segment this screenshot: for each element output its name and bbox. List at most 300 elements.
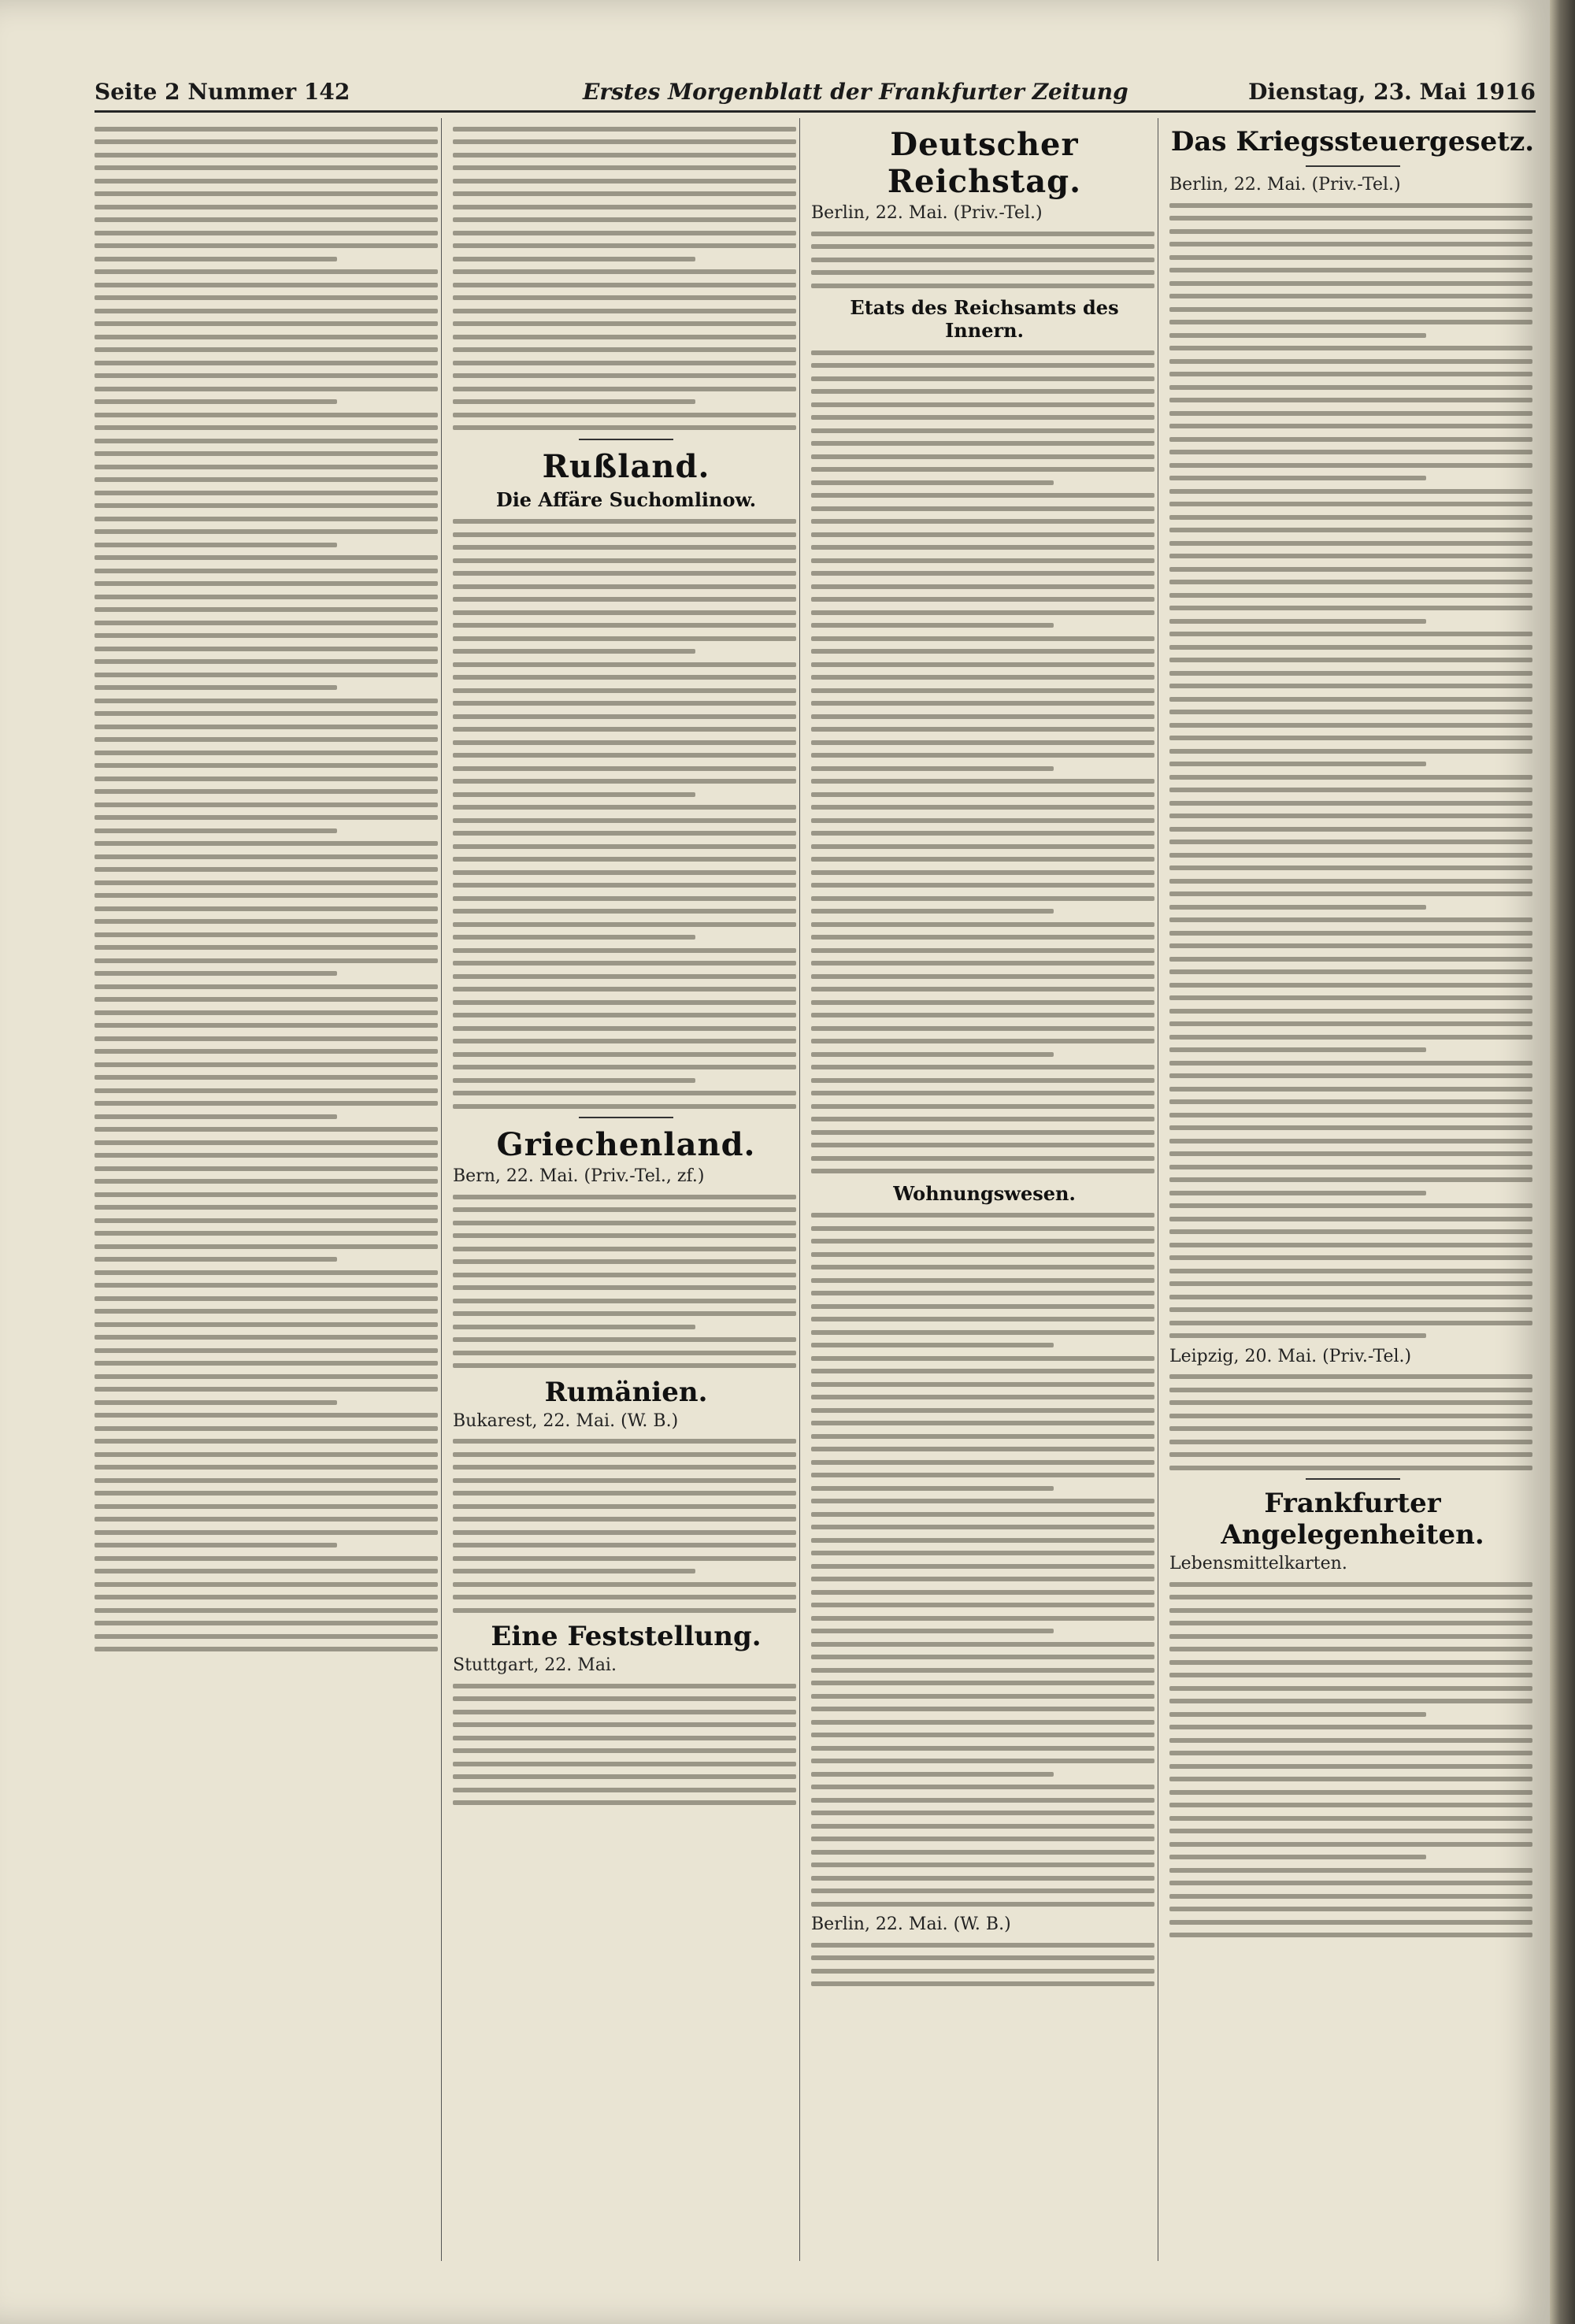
header-rule: [94, 110, 1536, 111]
text-line: [811, 415, 1154, 420]
byline-bukarest: Bukarest, 22. Mai. (W. B.): [453, 1410, 679, 1431]
text-line: [94, 347, 438, 352]
text-line: [453, 1337, 796, 1342]
text-line: [811, 389, 1154, 394]
text-line: [94, 1283, 438, 1288]
text-line: [1169, 593, 1532, 598]
text-line: [94, 1192, 438, 1197]
text-line: [1169, 1816, 1532, 1821]
column-4: [1169, 118, 1536, 2261]
text-line: [94, 685, 337, 690]
byline-stuttgart: Stuttgart, 22. Mai.: [453, 1655, 617, 1675]
text-line: [1169, 1699, 1532, 1703]
text-line: [811, 1876, 1154, 1881]
subheading-wohnungswesen: Wohnungswesen.: [893, 1181, 1076, 1205]
text-line: [94, 1036, 438, 1041]
text-line: [811, 922, 1154, 927]
text-line: [94, 919, 438, 924]
text-line: [1169, 1021, 1532, 1026]
byline-bern: Bern, 22. Mai. (Priv.-Tel., zf.): [453, 1166, 705, 1186]
text-line: [1169, 645, 1532, 650]
text-line: [453, 1684, 796, 1688]
text-line: [94, 1101, 438, 1106]
text-line: [453, 1065, 796, 1069]
text-line: [94, 309, 438, 313]
text-line: [1169, 1321, 1532, 1325]
text-line: [1169, 969, 1532, 974]
text-line: [453, 753, 796, 758]
text-line: [1169, 671, 1532, 676]
text-line: [811, 727, 1154, 732]
text-line: [453, 545, 796, 550]
text-line: [811, 1590, 1154, 1595]
text-line: [811, 1850, 1154, 1855]
text-line: [94, 621, 438, 625]
text-line: [1169, 255, 1532, 260]
text-line: [94, 1309, 438, 1314]
text-line: [811, 1564, 1154, 1569]
text-line: [1169, 1466, 1532, 1470]
text-line: [1169, 450, 1532, 454]
text-line: [94, 699, 438, 703]
col2-text-d: [453, 1439, 799, 1613]
text-line: [453, 688, 796, 693]
text-line: [453, 1013, 796, 1017]
text-line: [1169, 1073, 1532, 1078]
text-line: [94, 1062, 438, 1067]
text-line: [94, 387, 438, 391]
text-line: [94, 517, 438, 521]
text-line: [453, 1543, 796, 1547]
section-heading-rumaenien: Rumänien.: [544, 1376, 708, 1408]
text-line: [811, 974, 1154, 979]
text-line: [453, 217, 796, 222]
masthead-title: Erstes Morgenblatt der Frankfurter Zeitung: [583, 79, 1128, 105]
text-line: [94, 1335, 438, 1340]
text-line: [1169, 1165, 1532, 1169]
text-line: [811, 402, 1154, 407]
text-line: [94, 1413, 438, 1418]
text-line: [811, 1317, 1154, 1321]
text-line: [1169, 1673, 1532, 1677]
text-line: [94, 958, 438, 963]
text-line: [811, 1512, 1154, 1517]
text-line: [1169, 814, 1532, 818]
text-line: [811, 1577, 1154, 1581]
text-line: [1169, 1608, 1532, 1613]
text-line: [1169, 1595, 1532, 1599]
text-line: [94, 763, 438, 768]
text-line: [453, 1478, 796, 1483]
text-line: [94, 399, 337, 404]
text-line: [94, 231, 438, 235]
text-line: [1169, 398, 1532, 402]
text-line: [94, 243, 438, 248]
text-line: [1169, 788, 1532, 792]
section-heading-russland: Rußland.: [542, 447, 710, 485]
text-line: [811, 909, 1054, 914]
text-line: [1169, 749, 1532, 754]
text-line: [811, 1039, 1154, 1043]
text-line: [94, 1439, 438, 1444]
text-line: [453, 283, 796, 287]
text-line: [453, 413, 796, 417]
text-line: [1169, 1217, 1532, 1221]
text-line: [94, 971, 337, 976]
text-line: [811, 818, 1154, 823]
column-3: [811, 118, 1158, 2261]
text-line: [811, 1052, 1054, 1057]
text-line: [94, 1426, 438, 1431]
text-line: [811, 1091, 1154, 1095]
text-line: [453, 636, 796, 641]
text-line: [94, 1608, 438, 1613]
text-line: [453, 1247, 796, 1251]
text-line: [1169, 619, 1426, 624]
text-line: [811, 649, 1154, 654]
page-number: Seite 2 Nummer 142: [94, 79, 350, 105]
text-line: [94, 191, 438, 196]
text-line: [811, 935, 1154, 940]
text-line: [811, 701, 1154, 706]
text-line: [453, 191, 796, 196]
text-line: [811, 623, 1054, 628]
text-line: [811, 1811, 1154, 1815]
text-line: [811, 1746, 1154, 1751]
text-line: [1169, 1151, 1532, 1156]
text-line: [811, 1117, 1154, 1121]
text-line: [453, 1556, 796, 1561]
text-line: [94, 1647, 438, 1651]
text-line: [453, 153, 796, 158]
text-line: [811, 558, 1154, 563]
byline-berlin-closing: Berlin, 22. Mai. (W. B.): [811, 1914, 1011, 1934]
text-line: [94, 425, 438, 430]
text-line: [94, 127, 438, 132]
text-line: [811, 1616, 1154, 1621]
text-line: [811, 1943, 1154, 1948]
text-line: [453, 740, 796, 745]
text-line: [1169, 736, 1532, 740]
text-line: [453, 347, 796, 352]
text-line: [453, 714, 796, 719]
text-line: [811, 1707, 1154, 1711]
text-line: [94, 1595, 438, 1599]
text-line: [94, 1088, 438, 1093]
column-1-text: [94, 127, 441, 1652]
text-line: [1169, 1281, 1532, 1286]
text-line: [1169, 1842, 1532, 1847]
text-line: [453, 309, 796, 313]
text-line: [453, 1608, 796, 1613]
text-line: [1169, 1061, 1532, 1066]
text-line: [453, 1595, 796, 1599]
text-line: [94, 1387, 438, 1392]
text-line: [94, 1296, 438, 1301]
text-line: [453, 1722, 796, 1727]
text-line: [94, 647, 438, 651]
text-line: [811, 454, 1154, 459]
col3-text-c: [811, 1213, 1158, 1907]
text-line: [453, 1259, 796, 1264]
text-line: [811, 232, 1154, 236]
text-line: [811, 363, 1154, 368]
text-line: [453, 558, 796, 563]
text-line: [811, 1642, 1154, 1647]
text-line: [811, 987, 1154, 991]
text-line: [453, 610, 796, 615]
separator: [1306, 165, 1400, 167]
text-line: [1169, 1035, 1532, 1040]
text-line: [1169, 1907, 1532, 1911]
text-line: [1169, 1243, 1532, 1247]
text-line: [1169, 554, 1532, 558]
text-line: [453, 399, 695, 404]
text-line: [1169, 1738, 1532, 1743]
text-line: [453, 1504, 796, 1509]
text-line: [1169, 1374, 1532, 1379]
text-line: [811, 493, 1154, 498]
text-line: [1169, 385, 1532, 390]
text-line: [1169, 1452, 1532, 1457]
text-line: [811, 662, 1154, 667]
text-line: [1169, 268, 1532, 272]
text-line: [94, 439, 438, 443]
text-line: [811, 1486, 1054, 1491]
text-line: [453, 675, 796, 680]
text-line: [811, 1955, 1154, 1960]
text-line: [811, 1888, 1154, 1893]
text-line: [1169, 567, 1532, 572]
text-line: [811, 1981, 1154, 1986]
text-line: [453, 1530, 796, 1535]
text-line: [94, 1634, 438, 1639]
text-line: [1169, 983, 1532, 988]
text-line: [811, 1143, 1154, 1147]
text-line: [811, 896, 1154, 901]
text-line: [811, 1447, 1154, 1451]
text-line: [1169, 1099, 1532, 1104]
text-line: [94, 373, 438, 378]
text-line: [94, 1452, 438, 1457]
text-line: [453, 1800, 796, 1805]
text-line: [94, 673, 438, 677]
text-line: [453, 1273, 796, 1277]
text-line: [811, 1694, 1154, 1699]
text-line: [811, 857, 1154, 862]
text-line: [94, 1556, 438, 1561]
text-line: [811, 467, 1154, 472]
text-line: [1169, 801, 1532, 806]
text-line: [453, 1078, 695, 1083]
text-line: [94, 1621, 438, 1625]
text-line: [811, 571, 1154, 576]
section-heading-griechenland: Griechenland.: [496, 1126, 756, 1163]
lead-lebensmittelkarten: Lebensmittelkarten.: [1169, 1554, 1347, 1573]
text-line: [94, 205, 438, 209]
text-line: [94, 1231, 438, 1236]
text-line: [1169, 684, 1532, 688]
text-line: [1169, 632, 1532, 636]
text-line: [1169, 1803, 1532, 1807]
text-line: [811, 506, 1154, 511]
text-line: [1169, 242, 1532, 246]
text-line: [811, 1655, 1154, 1659]
text-line: [94, 893, 438, 898]
text-line: [1169, 346, 1532, 350]
text-line: [1169, 502, 1532, 506]
text-line: [1169, 1047, 1426, 1052]
text-line: [811, 1538, 1154, 1543]
text-line: [811, 1525, 1154, 1529]
text-line: [453, 857, 796, 862]
text-line: [1169, 463, 1532, 468]
text-line: [453, 335, 796, 339]
text-line: [1169, 320, 1532, 324]
text-line: [453, 127, 796, 132]
text-line: [453, 1569, 695, 1573]
text-line: [94, 1127, 438, 1132]
text-line: [453, 896, 796, 901]
text-line: [453, 1221, 796, 1225]
text-line: [94, 139, 438, 144]
text-line: [453, 1788, 796, 1792]
text-line: [94, 217, 438, 222]
text-line: [94, 361, 438, 365]
text-line: [453, 1104, 796, 1109]
text-line: [94, 1218, 438, 1223]
text-line: [94, 751, 438, 755]
text-line: [1169, 1087, 1532, 1092]
text-line: [453, 662, 796, 667]
text-line: [453, 1052, 796, 1057]
text-line: [94, 880, 438, 885]
text-line: [453, 243, 796, 248]
text-line: [94, 802, 438, 807]
text-line: [94, 295, 438, 300]
text-line: [453, 1299, 796, 1303]
text-line: [1169, 840, 1532, 844]
text-line: [94, 906, 438, 911]
text-line: [811, 1499, 1154, 1503]
text-line: [94, 581, 438, 586]
text-line: [1169, 827, 1532, 832]
text-line: [1169, 905, 1426, 910]
text-line: [453, 1710, 796, 1714]
text-line: [94, 867, 438, 872]
text-line: [453, 373, 796, 378]
text-line: [94, 1400, 337, 1405]
text-line: [94, 283, 438, 287]
text-line: [811, 1408, 1154, 1413]
text-line: [811, 428, 1154, 433]
text-line: [811, 844, 1154, 849]
text-line: [1169, 853, 1532, 858]
text-line: [94, 1569, 438, 1573]
text-line: [1169, 359, 1532, 364]
text-line: [1169, 1855, 1426, 1859]
text-line: [811, 1130, 1154, 1135]
text-line: [453, 987, 796, 991]
text-line: [1169, 1009, 1532, 1014]
text-line: [1169, 1440, 1532, 1444]
text-line: [453, 295, 796, 300]
text-line: [811, 1156, 1154, 1161]
text-line: [1169, 1920, 1532, 1925]
text-line: [1169, 723, 1532, 728]
text-line: [1169, 515, 1532, 520]
text-line: [811, 1473, 1154, 1477]
text-line: [453, 1311, 796, 1316]
text-line: [453, 321, 796, 326]
text-line: [811, 1356, 1154, 1361]
text-line: [453, 1452, 796, 1457]
text-line: [453, 1517, 796, 1522]
text-line: [94, 335, 438, 339]
text-line: [1169, 1660, 1532, 1665]
col2-text-b: [453, 519, 799, 1109]
text-line: [1169, 1686, 1532, 1691]
text-line: [811, 1395, 1154, 1399]
text-line: [1169, 1894, 1532, 1899]
text-line: [453, 831, 796, 836]
text-line: [811, 1863, 1154, 1867]
text-line: [94, 465, 438, 469]
text-line: [811, 1078, 1154, 1083]
text-line: [1169, 281, 1532, 286]
text-line: [1169, 1725, 1532, 1729]
text-line: [811, 284, 1154, 288]
text-line: [453, 649, 695, 654]
text-line: [1169, 1139, 1532, 1143]
text-line: [94, 543, 337, 547]
text-line: [453, 519, 796, 524]
text-line: [811, 1369, 1154, 1373]
text-line: [453, 269, 796, 274]
text-line: [811, 1824, 1154, 1829]
text-line: [1169, 528, 1532, 532]
text-line: [94, 711, 438, 716]
text-line: [811, 584, 1154, 589]
text-line: [94, 997, 438, 1002]
text-line: [94, 569, 438, 573]
text-line: [94, 1270, 438, 1275]
text-line: [1169, 1269, 1532, 1273]
text-line: [1169, 1634, 1532, 1639]
text-line: [1169, 1177, 1532, 1182]
text-line: [811, 1065, 1154, 1069]
text-line: [1169, 995, 1532, 1000]
text-line: [1169, 1790, 1532, 1795]
text-line: [94, 1478, 438, 1483]
text-line: [811, 1252, 1154, 1257]
text-line: [94, 165, 438, 170]
text-line: [1169, 229, 1532, 234]
text-line: [1169, 1933, 1532, 1937]
text-line: [453, 179, 796, 183]
text-line: [453, 1465, 796, 1470]
text-line: [453, 1285, 796, 1290]
text-line: [811, 1434, 1154, 1439]
text-line: [1169, 1777, 1532, 1781]
text-line: [811, 1343, 1054, 1347]
text-line: [1169, 1400, 1532, 1405]
text-line: [94, 1257, 337, 1262]
text-line: [94, 841, 438, 846]
text-line: [811, 766, 1054, 771]
text-line: [811, 675, 1154, 680]
text-line: [1169, 1751, 1532, 1755]
